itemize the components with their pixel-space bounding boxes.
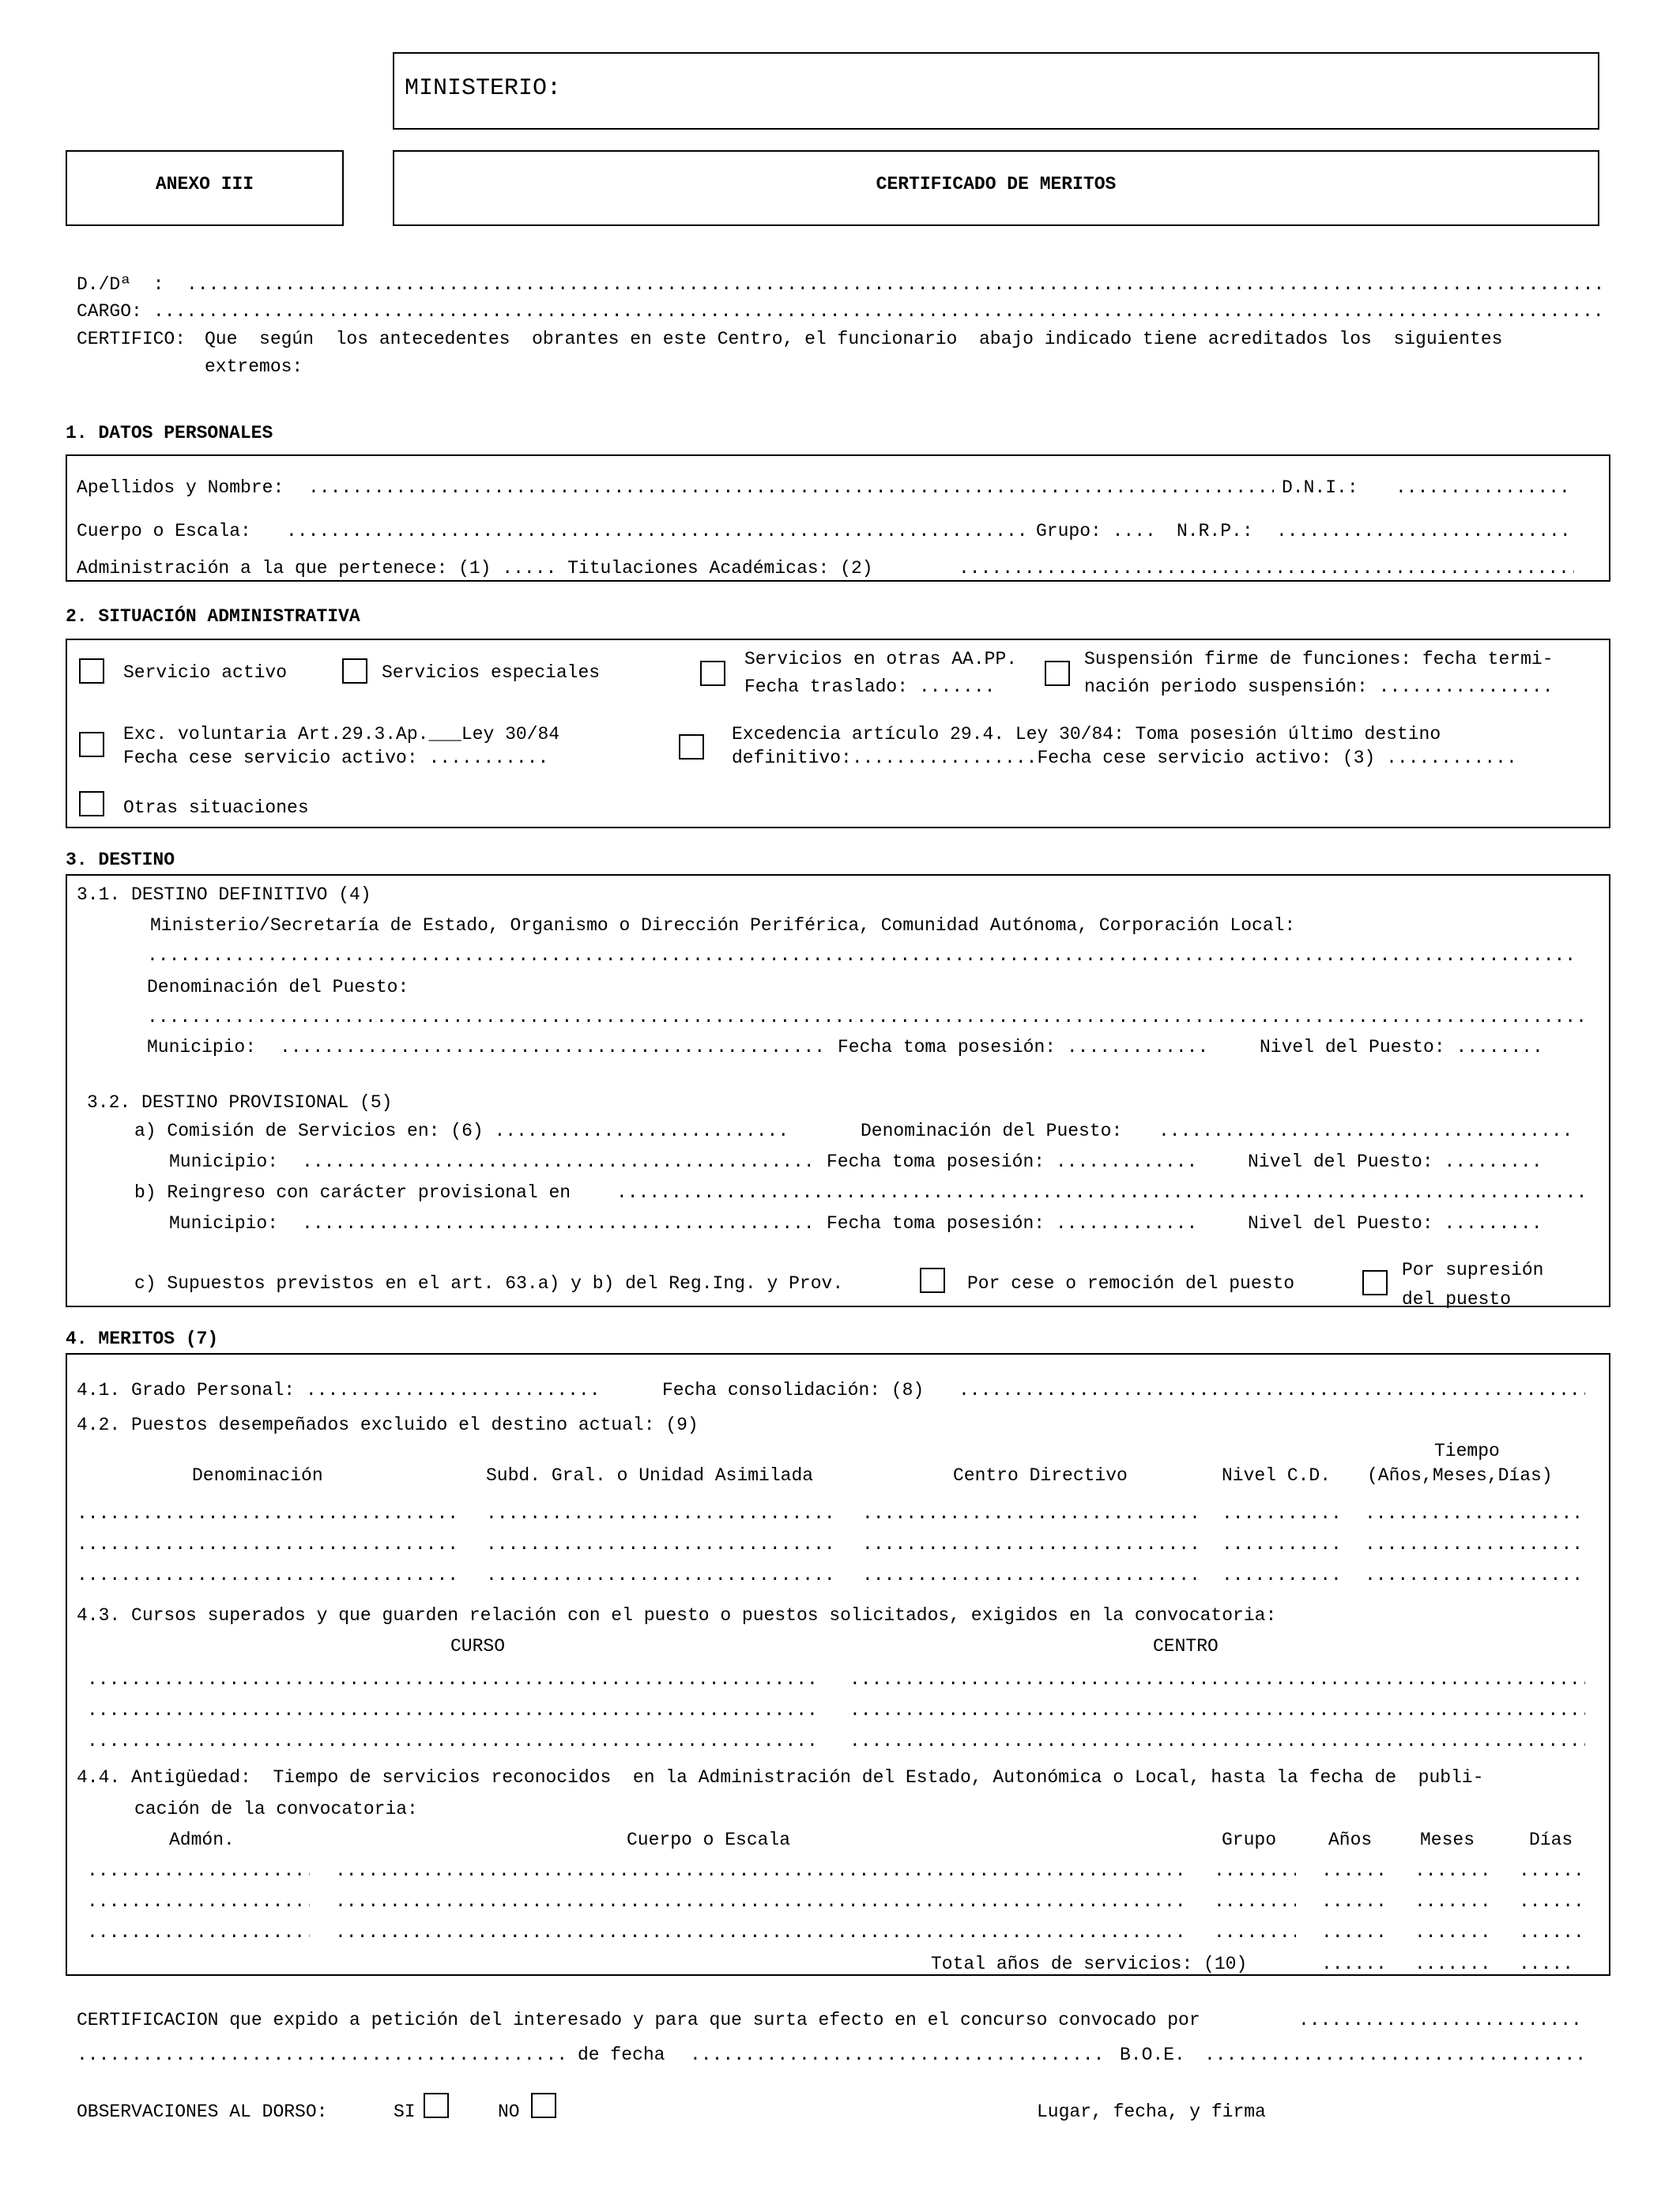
col-denominacion: Denominación	[192, 1465, 323, 1486]
section-4-title: 4. MERITOS (7)	[66, 1329, 219, 1349]
antiguedad-row-2-meses[interactable]	[1414, 1893, 1494, 1911]
reingreso-field[interactable]	[616, 1184, 1585, 1202]
fecha-field[interactable]	[690, 2046, 1109, 2064]
puestos-row-1-centro[interactable]	[862, 1505, 1202, 1523]
cargo-field[interactable]	[153, 303, 1602, 321]
centro-row-2[interactable]	[849, 1702, 1585, 1720]
servicios-especiales-checkbox[interactable]	[342, 658, 367, 684]
a-fecha-toma-label: Fecha toma posesión: .............	[827, 1152, 1198, 1172]
certificado-title: CERTIFICADO DE MERITOS	[876, 174, 1117, 194]
section-4-box	[66, 1353, 1610, 1976]
col-centro-directivo: Centro Directivo	[953, 1465, 1128, 1486]
curso-row-2[interactable]	[87, 1702, 816, 1720]
exc-voluntaria-label-2: Fecha cese servicio activo: ...........	[123, 748, 549, 768]
col-centro: CENTRO	[1153, 1636, 1219, 1657]
total-meses-value[interactable]: .......	[1414, 1954, 1491, 1974]
puestos-row-1-tiempo[interactable]	[1365, 1505, 1585, 1523]
otras-situaciones-label: Otras situaciones	[123, 797, 309, 818]
ministerio-organismo-field[interactable]	[147, 947, 1574, 965]
dd-label: D./Dª :	[77, 274, 164, 295]
boe-field[interactable]	[1204, 2046, 1585, 2064]
total-anos-label: Total años de servicios: (10)	[931, 1954, 1248, 1974]
cursos-label: 4.3. Cursos superados y que guarden relación con el puesto o puestos solicitados, exigidos en la convocatoria:	[77, 1605, 1277, 1626]
grado-personal-label: 4.1. Grado Personal: ...........................	[77, 1380, 601, 1400]
destino-provisional-label: 3.2. DESTINO PROVISIONAL (5)	[87, 1092, 393, 1113]
puestos-row-3-subd[interactable]	[486, 1566, 838, 1585]
otras-aapp-label-2: Fecha traslado: .......	[744, 677, 996, 697]
ministerio-label: MINISTERIO:	[405, 75, 562, 102]
b-municipio-field[interactable]	[302, 1215, 812, 1233]
puestos-row-2-tiempo[interactable]	[1365, 1536, 1585, 1554]
curso-row-3[interactable]	[87, 1732, 816, 1751]
de-fecha-label: de fecha	[578, 2045, 665, 2065]
excedencia-checkbox[interactable]	[679, 734, 704, 760]
supresion-label-2: del puesto	[1402, 1289, 1512, 1310]
exc-voluntaria-checkbox[interactable]	[79, 732, 104, 757]
puestos-row-2-denominacion[interactable]	[77, 1536, 462, 1554]
denominacion-puesto-label: Denominación del Puesto:	[147, 977, 409, 997]
section-3-box	[66, 874, 1610, 1310]
dni-field[interactable]	[1396, 479, 1574, 497]
antiguedad-row-2-admon[interactable]	[87, 1893, 310, 1911]
puestos-row-2-centro[interactable]	[862, 1536, 1202, 1554]
concurso-field[interactable]	[1298, 2011, 1585, 2030]
convocatoria-field[interactable]	[77, 2046, 567, 2064]
antiguedad-row-2-anos[interactable]	[1321, 1893, 1391, 1911]
puestos-row-3-denominacion[interactable]	[77, 1566, 462, 1585]
lugar-fecha-firma-label: Lugar, fecha, y firma	[1037, 2102, 1266, 2122]
col-cuerpo-escala: Cuerpo o Escala	[627, 1830, 791, 1850]
section-3-title: 3. DESTINO	[66, 850, 175, 870]
col-tiempo-2: (Años,Meses,Días)	[1367, 1465, 1553, 1486]
antiguedad-row-1-grupo[interactable]	[1214, 1862, 1296, 1880]
col-nivel-cd: Nivel C.D.	[1222, 1465, 1332, 1486]
cese-label: Por cese o remoción del puesto	[967, 1273, 1295, 1294]
puestos-row-3-centro[interactable]	[862, 1566, 1202, 1585]
certifico-label: CERTIFICO:	[77, 329, 186, 349]
otras-aapp-label-1: Servicios en otras AA.PP.	[744, 649, 1018, 669]
b-nivel-label: Nivel del Puesto: .........	[1248, 1213, 1543, 1234]
supuestos-label: c) Supuestos previstos en el art. 63.a) y b) del Reg.Ing. y Prov.	[134, 1273, 844, 1294]
exc-voluntaria-label-1: Exc. voluntaria Art.29.3.Ap.___Ley 30/84	[123, 724, 560, 745]
b-fecha-toma-label: Fecha toma posesión: .............	[827, 1213, 1198, 1234]
antiguedad-row-2-grupo[interactable]	[1214, 1893, 1296, 1911]
puestos-row-1-nivel[interactable]	[1222, 1505, 1343, 1523]
col-grupo: Grupo	[1222, 1830, 1277, 1850]
servicio-activo-label: Servicio activo	[123, 662, 288, 683]
a-denominacion-field[interactable]	[1158, 1122, 1574, 1140]
col-admon: Admón.	[169, 1830, 235, 1850]
no-checkbox[interactable]	[531, 2093, 556, 2118]
reingreso-label: b) Reingreso con carácter provisional en	[134, 1182, 571, 1203]
total-dias-value[interactable]: .....	[1519, 1954, 1574, 1974]
si-checkbox[interactable]	[424, 2093, 449, 2118]
antiguedad-row-1-anos[interactable]	[1321, 1862, 1391, 1880]
apellidos-label: Apellidos y Nombre:	[77, 477, 284, 498]
puestos-row-3-nivel[interactable]	[1222, 1566, 1343, 1585]
nrp-field[interactable]	[1276, 522, 1574, 541]
antiguedad-row-3-cuerpo[interactable]	[335, 1924, 1190, 1942]
municipio-label: Municipio:	[147, 1037, 257, 1057]
antiguedad-row-1-dias[interactable]	[1519, 1862, 1585, 1880]
destino-definitivo-label: 3.1. DESTINO DEFINITIVO (4)	[77, 884, 371, 905]
centro-row-1[interactable]	[849, 1671, 1585, 1689]
si-label: SI	[394, 2102, 416, 2122]
supresion-checkbox[interactable]	[1362, 1270, 1388, 1295]
antiguedad-row-3-anos[interactable]	[1321, 1924, 1391, 1942]
a-denominacion-label: Denominación del Puesto:	[861, 1121, 1123, 1141]
certifico-text-2: extremos:	[205, 356, 303, 377]
section-1-title: 1. DATOS PERSONALES	[66, 423, 273, 443]
total-anos-value[interactable]: ......	[1321, 1954, 1387, 1974]
nrp-label: N.R.P.:	[1177, 521, 1253, 541]
nivel-puesto-label: Nivel del Puesto: ........	[1260, 1037, 1543, 1057]
comision-servicios-label: a) Comisión de Servicios en: (6) ...........................	[134, 1121, 789, 1141]
b-municipio-label: Municipio:	[169, 1213, 279, 1234]
section-2-title: 2. SITUACIÓN ADMINISTRATIVA	[66, 606, 360, 627]
denominacion-puesto-field[interactable]	[147, 1008, 1585, 1027]
suspension-label-2: nación periodo suspensión: ................	[1084, 677, 1554, 697]
servicio-activo-checkbox[interactable]	[79, 658, 104, 684]
antiguedad-row-3-grupo[interactable]	[1214, 1924, 1296, 1942]
otras-situaciones-checkbox[interactable]	[79, 791, 104, 816]
cuerpo-field[interactable]	[286, 522, 1025, 541]
fecha-consolidacion-field[interactable]	[959, 1382, 1585, 1400]
puestos-desempenados-label: 4.2. Puestos desempeñados excluido el destino actual: (9)	[77, 1415, 699, 1435]
excedencia-label-2: definitivo:.................Fecha cese servicio activo: (3) ............	[732, 748, 1517, 768]
titulaciones-field[interactable]	[959, 560, 1574, 578]
excedencia-label-1: Excedencia artículo 29.4. Ley 30/84: Toma posesión último destino	[732, 724, 1441, 745]
puestos-row-3-tiempo[interactable]	[1365, 1566, 1585, 1585]
col-meses: Meses	[1420, 1830, 1475, 1850]
antiguedad-row-2-cuerpo[interactable]	[335, 1893, 1190, 1911]
administracion-label: Administración a la que pertenece: (1) ..... Titulaciones Académicas: (2)	[77, 558, 873, 579]
grupo-label: Grupo: ....	[1036, 521, 1156, 541]
no-label: NO	[498, 2102, 520, 2122]
antiguedad-row-1-cuerpo[interactable]	[335, 1862, 1190, 1880]
puestos-row-1-subd[interactable]	[486, 1505, 838, 1523]
ministerio-box	[393, 52, 1599, 130]
antiguedad-row-3-dias[interactable]	[1519, 1924, 1585, 1942]
boe-label: B.O.E.	[1120, 2045, 1185, 2065]
a-nivel-label: Nivel del Puesto: .........	[1248, 1152, 1543, 1172]
cese-checkbox[interactable]	[920, 1268, 945, 1293]
col-subd: Subd. Gral. o Unidad Asimilada	[486, 1465, 814, 1486]
certifico-text-1: Que según los antecedentes obrantes en este Centro, el funcionario abajo indicado tiene acreditados los siguientes	[205, 329, 1503, 349]
apellidos-field[interactable]	[308, 479, 1274, 497]
antiguedad-label-2: cación de la convocatoria:	[134, 1799, 418, 1819]
anexo-label: ANEXO III	[155, 174, 254, 194]
dni-label: D.N.I.:	[1282, 477, 1358, 498]
antiguedad-row-2-dias[interactable]	[1519, 1893, 1585, 1911]
puestos-row-1-denominacion[interactable]	[77, 1505, 462, 1523]
a-municipio-field[interactable]	[302, 1153, 812, 1171]
centro-row-3[interactable]	[849, 1732, 1585, 1751]
puestos-row-2-nivel[interactable]	[1222, 1536, 1343, 1554]
antiguedad-row-3-admon[interactable]	[87, 1924, 310, 1942]
col-dias: Días	[1529, 1830, 1573, 1850]
suspension-label-1: Suspensión firme de funciones: fecha termi-	[1084, 649, 1554, 669]
dd-field[interactable]	[186, 276, 1602, 294]
observaciones-label: OBSERVACIONES AL DORSO:	[77, 2102, 328, 2122]
certificacion-label: CERTIFICACION que expido a petición del interesado y para que surta efecto en el concurso convocado por	[77, 2010, 1200, 2030]
col-curso: CURSO	[450, 1636, 506, 1657]
curso-row-1[interactable]	[87, 1671, 816, 1689]
antiguedad-row-3-meses[interactable]	[1414, 1924, 1494, 1942]
col-tiempo-1: Tiempo	[1434, 1441, 1500, 1461]
puestos-row-2-subd[interactable]	[486, 1536, 838, 1554]
suspension-checkbox[interactable]	[1045, 661, 1070, 686]
col-anos: Años	[1328, 1830, 1373, 1850]
a-municipio-label: Municipio:	[169, 1152, 279, 1172]
antiguedad-label-1: 4.4. Antigüedad: Tiempo de servicios reconocidos en la Administración del Estado, Autonómica o Local, hasta la fecha de publi-	[77, 1767, 1484, 1788]
fecha-consolidacion-label: Fecha consolidación: (8)	[662, 1380, 925, 1400]
municipio-field[interactable]	[280, 1039, 827, 1057]
antiguedad-row-1-admon[interactable]	[87, 1862, 310, 1880]
ministerio-organismo-label: Ministerio/Secretaría de Estado, Organismo o Dirección Periférica, Comunidad Autónoma, Corporación Local:	[150, 915, 1296, 936]
antiguedad-row-1-meses[interactable]	[1414, 1862, 1494, 1880]
servicios-especiales-label: Servicios especiales	[382, 662, 601, 683]
fecha-toma-label: Fecha toma posesión: .............	[838, 1037, 1209, 1057]
supresion-label-1: Por supresión	[1402, 1260, 1544, 1280]
cuerpo-label: Cuerpo o Escala:	[77, 521, 251, 541]
otras-aapp-checkbox[interactable]	[700, 661, 725, 686]
cargo-label: CARGO:	[77, 301, 142, 322]
